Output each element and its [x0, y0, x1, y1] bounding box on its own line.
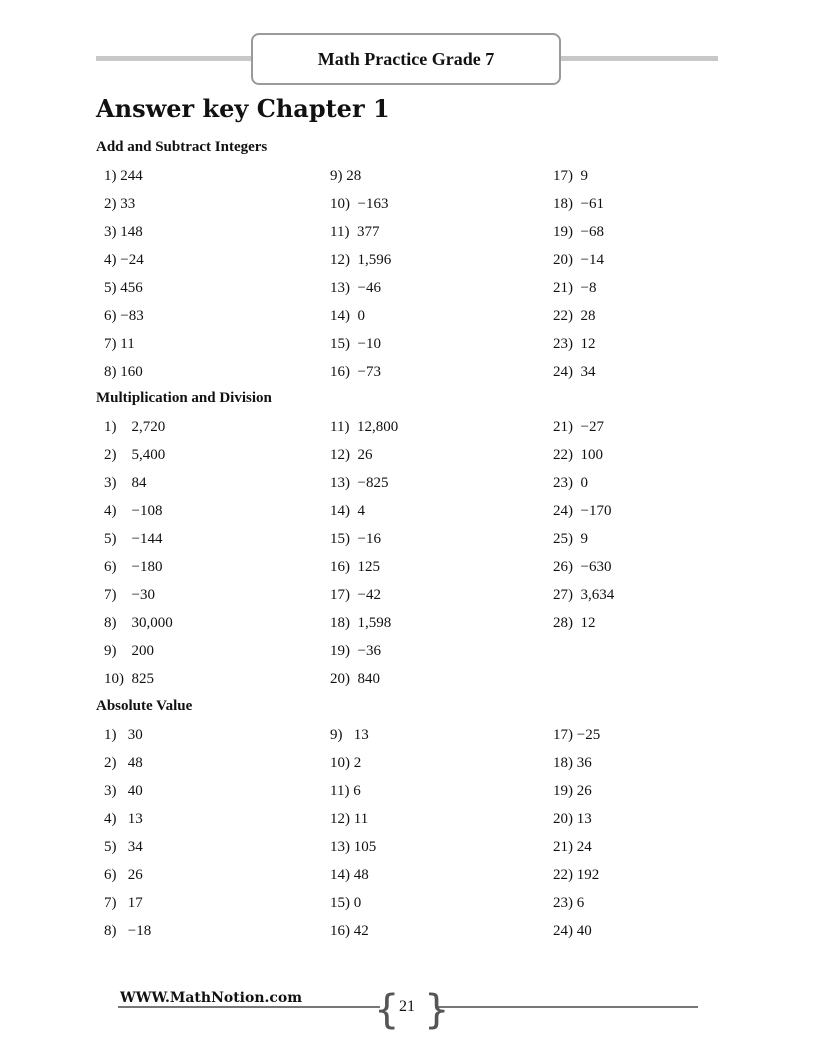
- answer-item: 1) 30: [104, 727, 143, 743]
- answer-item: 14) 0: [330, 308, 365, 324]
- answer-item: 11) 377: [330, 224, 380, 240]
- answer-item: 24) −170: [553, 503, 612, 519]
- answer-item: 19) −68: [553, 224, 604, 240]
- answer-item: 16) −73: [330, 364, 381, 380]
- right-brace-icon: }: [424, 987, 450, 1033]
- answer-item: 19) −36: [330, 643, 381, 659]
- answer-item: 1) 244: [104, 168, 143, 184]
- answer-item: 4) −24: [104, 252, 144, 268]
- answer-item: 2) 33: [104, 196, 136, 212]
- section-heading: Add and Subtract Integers: [96, 139, 268, 155]
- answer-item: 18) 36: [553, 755, 592, 771]
- answer-item: 5) 34: [104, 839, 143, 855]
- answer-item: 21) −8: [553, 280, 597, 296]
- answer-item: 8) −18: [104, 923, 152, 939]
- answer-item: 7) 17: [104, 895, 143, 911]
- answer-item: 22) 100: [553, 447, 603, 463]
- answer-item: 18) 1,598: [330, 615, 392, 631]
- answer-item: 15) 0: [330, 895, 362, 911]
- answer-item: 20) 13: [553, 811, 592, 827]
- header-rule-right: [560, 56, 718, 61]
- answer-item: 21) −27: [553, 419, 604, 435]
- answer-item: 9) 28: [330, 168, 362, 184]
- answer-item: 2) 48: [104, 755, 143, 771]
- answer-item: 3) 40: [104, 783, 143, 799]
- answer-item: 20) 840: [330, 671, 380, 687]
- answer-item: 22) 192: [553, 867, 600, 883]
- answer-item: 16) 125: [330, 559, 380, 575]
- answer-item: 24) 34: [553, 364, 596, 380]
- answer-item: 19) 26: [553, 783, 592, 799]
- footer-rule-right: [438, 1006, 698, 1008]
- answer-item: 6) −180: [104, 559, 163, 575]
- answer-item: 6) −83: [104, 308, 144, 324]
- answer-item: 23) 12: [553, 336, 596, 352]
- answer-item: 15) −10: [330, 336, 381, 352]
- answer-item: 17) −25: [553, 727, 601, 743]
- answer-item: 6) 26: [104, 867, 143, 883]
- answer-item: 12) 1,596: [330, 252, 392, 268]
- answer-item: 12) 26: [330, 447, 373, 463]
- section-heading: Absolute Value: [96, 698, 193, 714]
- answer-item: 23) 0: [553, 475, 588, 491]
- answer-item: 13) −825: [330, 475, 389, 491]
- answer-item: 13) −46: [330, 280, 381, 296]
- answer-item: 9) 200: [104, 643, 154, 659]
- answer-item: 13) 105: [330, 839, 377, 855]
- answer-item: 17) −42: [330, 587, 381, 603]
- answer-item: 24) 40: [553, 923, 592, 939]
- answer-item: 9) 13: [330, 727, 369, 743]
- answer-item: 25) 9: [553, 531, 588, 547]
- answer-item: 23) 6: [553, 895, 585, 911]
- answer-item: 11) 12,800: [330, 419, 399, 435]
- section-heading: Multiplication and Division: [96, 390, 272, 406]
- book-title: Math Practice Grade 7: [317, 48, 495, 69]
- answer-item: 26) −630: [553, 559, 612, 575]
- answer-item: 18) −61: [553, 196, 604, 212]
- answer-item: 28) 12: [553, 615, 596, 631]
- answer-item: 5) −144: [104, 531, 163, 547]
- answer-item: 3) 148: [104, 224, 143, 240]
- answer-item: 27) 3,634: [553, 587, 615, 603]
- answer-item: 7) 11: [104, 336, 135, 352]
- answer-item: 14) 48: [330, 867, 369, 883]
- answer-item: 2) 5,400: [104, 447, 166, 463]
- website-link[interactable]: WWW.MathNotion.com: [120, 990, 303, 1006]
- answer-item: 8) 30,000: [104, 615, 173, 631]
- answer-item: 10) 825: [104, 671, 154, 687]
- book-title-box: [251, 33, 561, 85]
- page-title: Answer key Chapter 1: [96, 94, 390, 123]
- answer-item: 12) 11: [330, 811, 369, 827]
- answer-item: 10) −163: [330, 196, 389, 212]
- answer-item: 14) 4: [330, 503, 365, 519]
- answer-item: 1) 2,720: [104, 419, 166, 435]
- answer-item: 22) 28: [553, 308, 596, 324]
- answer-item: 5) 456: [104, 280, 143, 296]
- page-number: 21: [399, 998, 415, 1015]
- answer-item: 4) −108: [104, 503, 163, 519]
- answer-item: 10) 2: [330, 755, 362, 771]
- answer-item: 20) −14: [553, 252, 604, 268]
- footer-rule-left: [118, 1006, 380, 1008]
- answer-item: 3) 84: [104, 475, 147, 491]
- left-brace-icon: {: [374, 987, 400, 1033]
- answer-item: 7) −30: [104, 587, 155, 603]
- answer-item: 15) −16: [330, 531, 381, 547]
- answer-item: 8) 160: [104, 364, 143, 380]
- answer-item: 21) 24: [553, 839, 592, 855]
- answer-item: 11) 6: [330, 783, 361, 799]
- answer-item: 4) 13: [104, 811, 143, 827]
- answer-item: 16) 42: [330, 923, 369, 939]
- header-rule-left: [96, 56, 254, 61]
- answer-item: 17) 9: [553, 168, 588, 184]
